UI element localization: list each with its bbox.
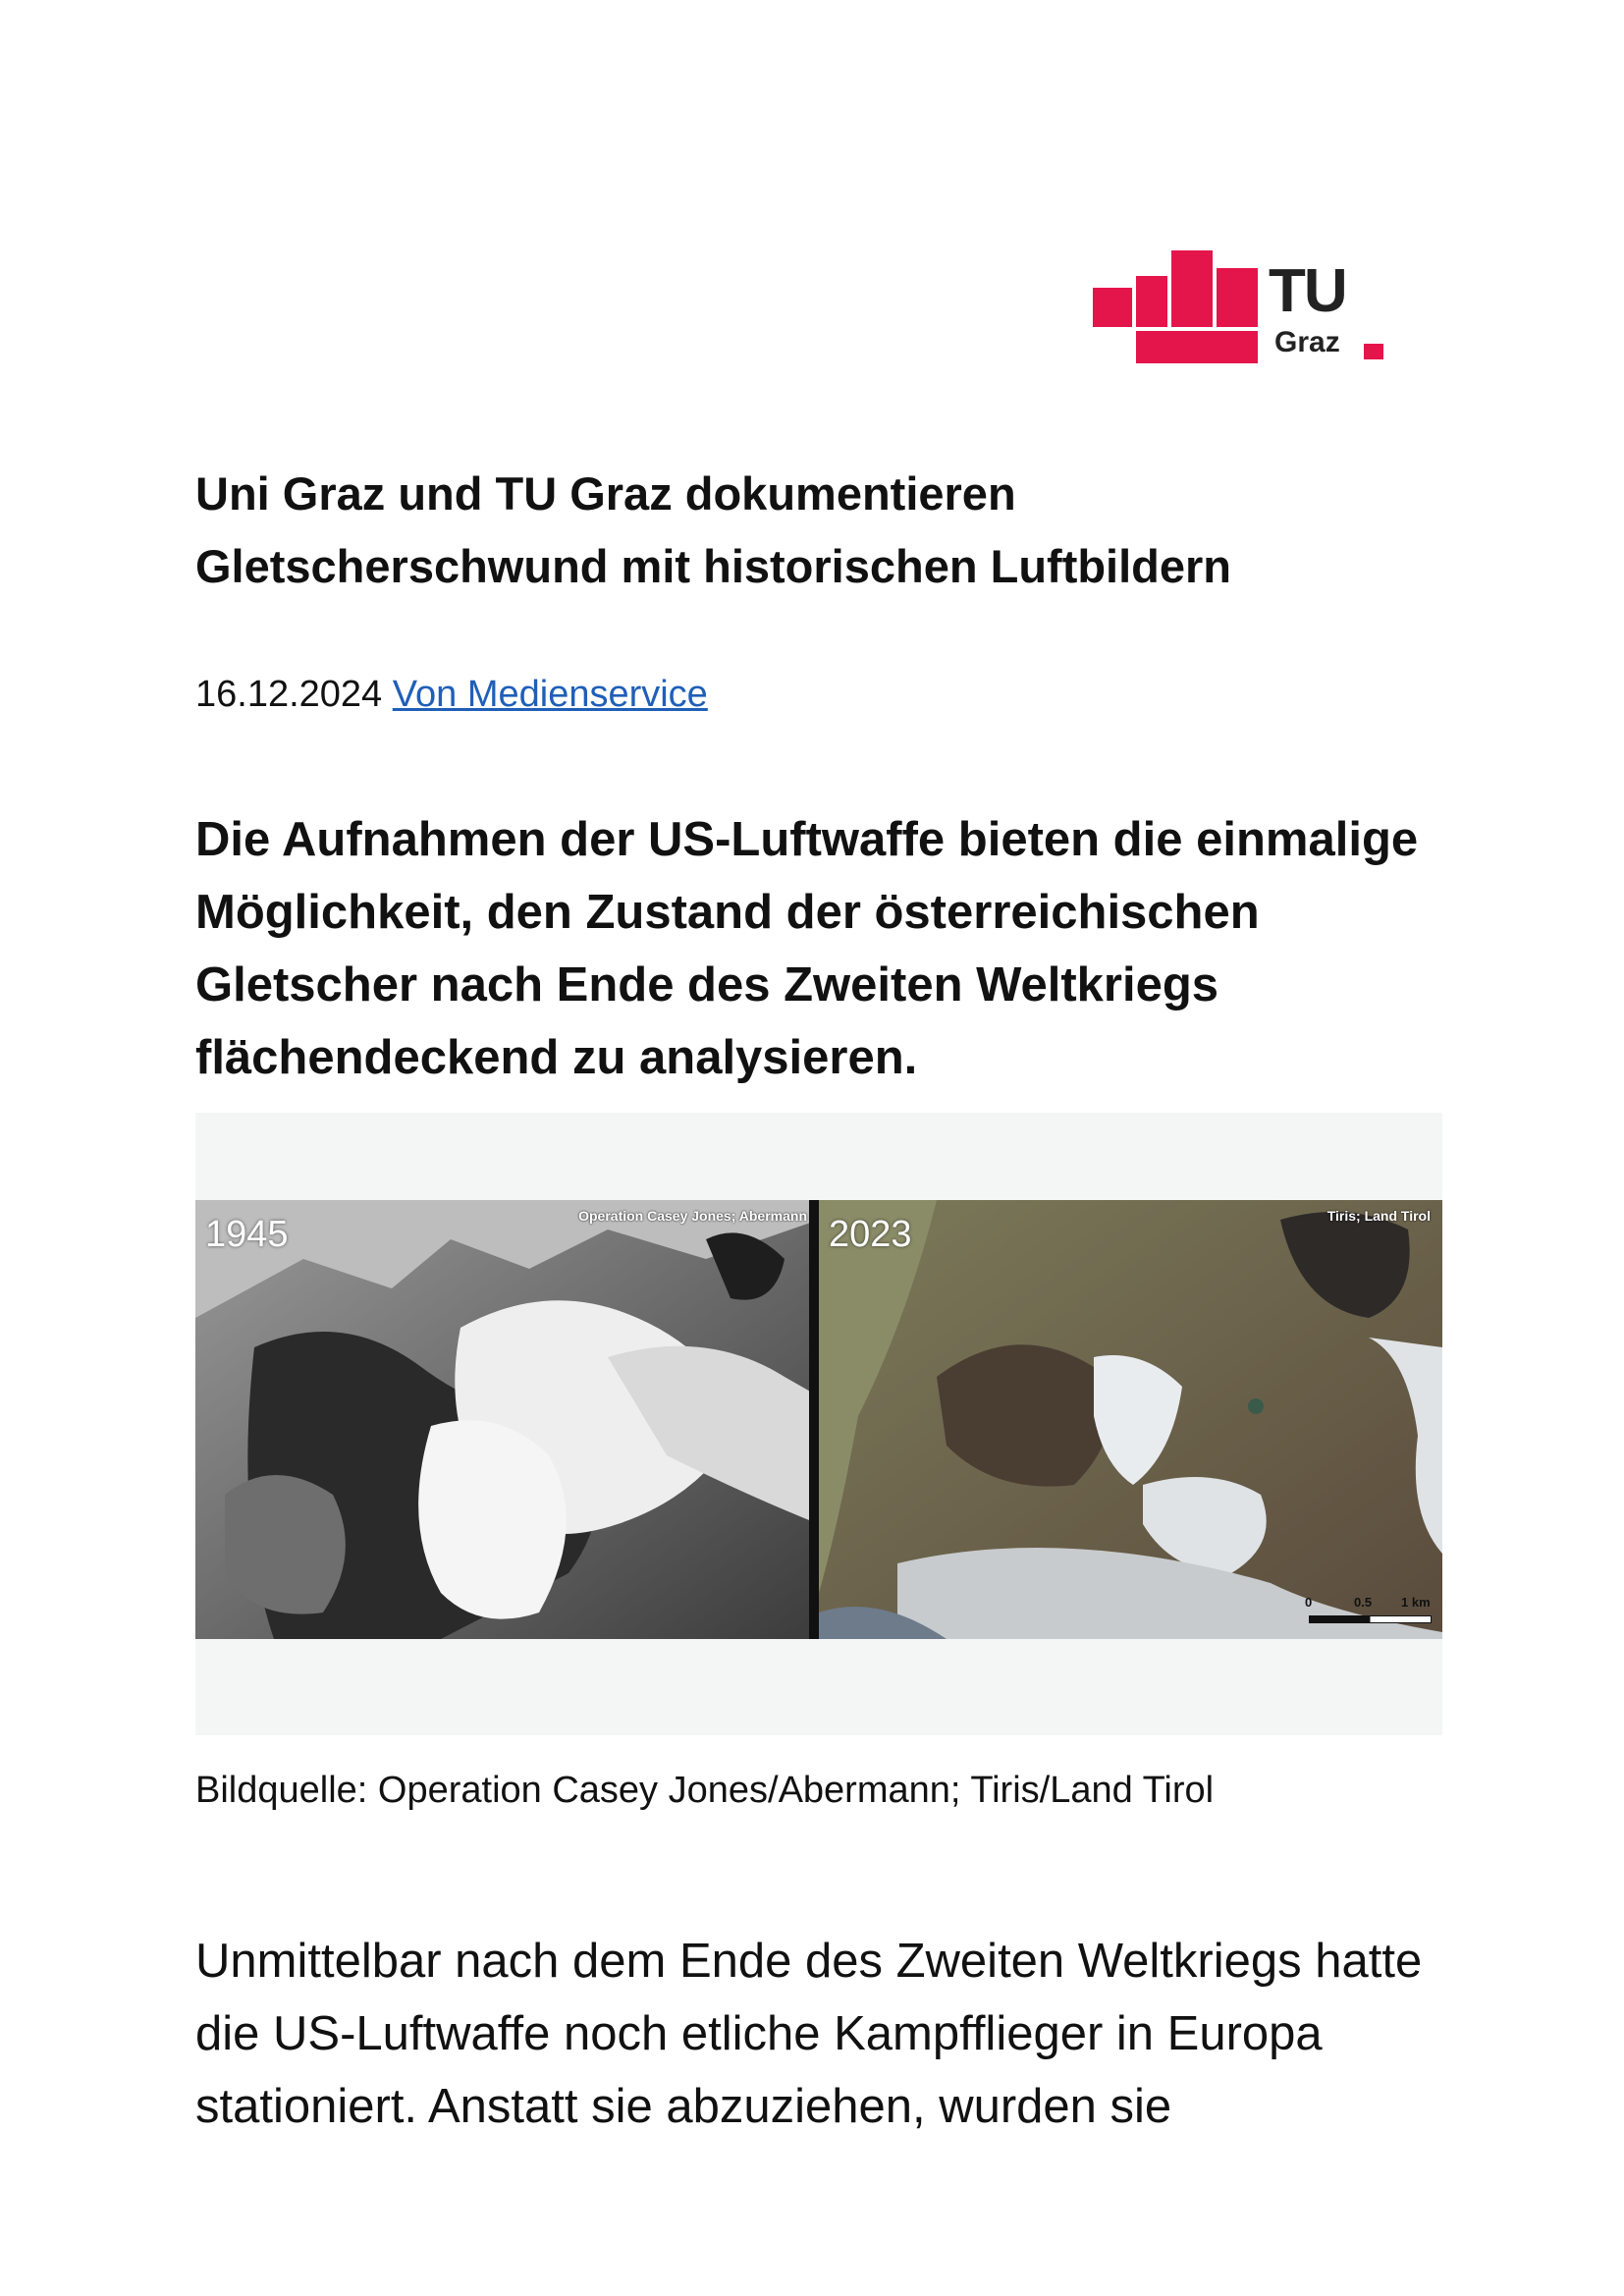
- logo-dot: [1364, 344, 1383, 359]
- aerial-photo-1945-image: [195, 1200, 819, 1639]
- scale-label-end: 1 km: [1401, 1595, 1431, 1610]
- year-label-2023: 2023: [829, 1214, 912, 1255]
- photo-credit-1945: Operation Casey Jones; Abermann: [578, 1208, 807, 1224]
- figure-caption: Bildquelle: Operation Casey Jones/Abermann; Tiris/Land Tirol: [195, 1770, 1215, 1811]
- author-link[interactable]: Von Medienservice: [392, 674, 708, 715]
- aerial-photo-1945: [195, 1200, 819, 1639]
- comparison-figure: [195, 1113, 1442, 1735]
- year-label-1945: 1945: [205, 1214, 289, 1255]
- article-date: 16.12.2024: [195, 674, 383, 715]
- photo-credit-2023: Tiris; Land Tirol: [1326, 1208, 1431, 1224]
- scale-bar: [1303, 1592, 1440, 1631]
- article-title: Uni Graz und TU Graz dokumentieren Gletscherschwund mit historischen Luftbildern: [195, 467, 1232, 592]
- scale-label-0: 0: [1305, 1595, 1313, 1610]
- article-meta: [195, 674, 708, 716]
- scale-bar-graphic: [1309, 1615, 1432, 1623]
- scale-label-mid: 0.5: [1354, 1595, 1373, 1610]
- article-body: Unmittelbar nach dem Ende des Zweiten Weltkriegs hatte die US-Luftwaffe noch etliche Kampfflieger in Europa stationiert. Anstatt sie abzuziehen, wurden sie: [195, 1935, 1423, 2133]
- aerial-photo-2023: [819, 1200, 1442, 1639]
- logo-tu-text: TU: [1269, 257, 1346, 325]
- aerial-photo-2023-image: [819, 1200, 1442, 1639]
- article-lead: Die Aufnahmen der US-Luftwaffe bieten die einmalige Möglichkeit, den Zustand der österreichischen Gletscher nach Ende des Zweiten Weltkriegs flächendeckend zu analysieren.: [195, 813, 1419, 1084]
- logo-graz-text: Graz: [1274, 326, 1340, 358]
